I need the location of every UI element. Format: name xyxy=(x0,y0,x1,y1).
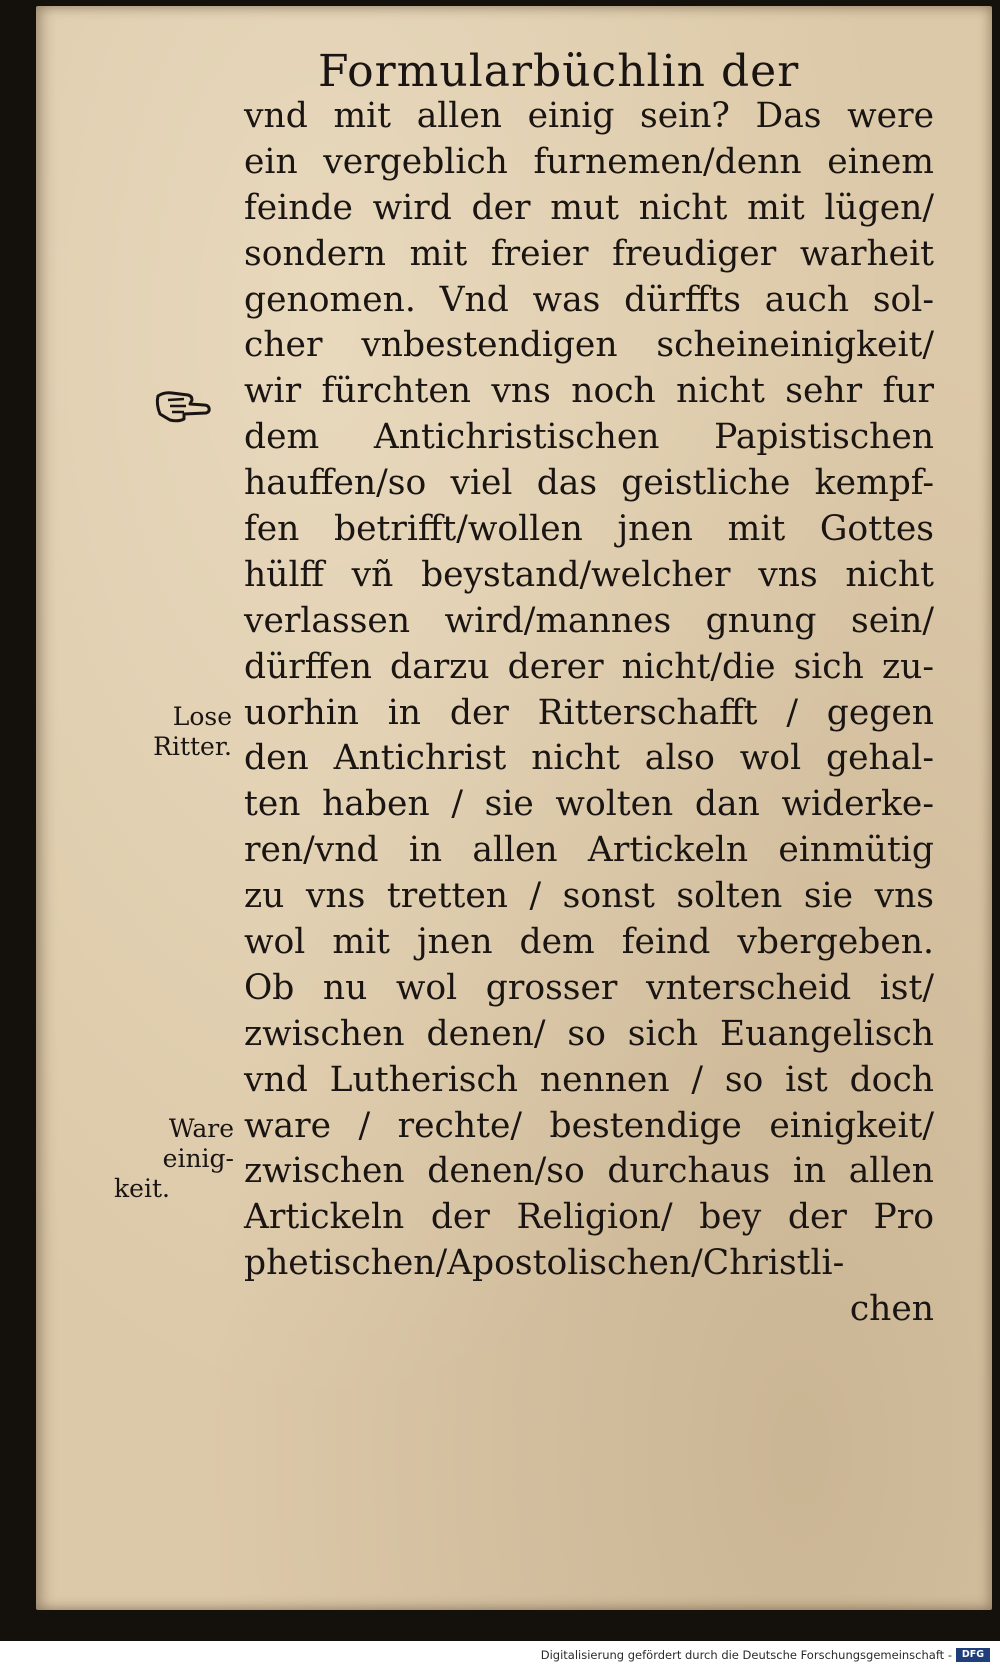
dfg-logo[interactable]: DFG xyxy=(956,1648,990,1662)
text-line: feinde wird der mut nicht mit lügen/ xyxy=(244,187,934,228)
text-line: zwischen denen/ so sich Euangelisch xyxy=(244,1013,934,1054)
text-line: cher vnbestendigen scheineinigkeit/ xyxy=(244,325,934,366)
text-line: zu vns tretten / sonst solten sie vns xyxy=(244,876,934,917)
running-title: Formularbüchlin der xyxy=(318,46,800,97)
text-line: ren/vnd in allen Artickeln einmütig xyxy=(244,830,934,871)
text-line: ware / rechte/ bestendige einigkeit/ xyxy=(244,1105,934,1146)
text-line: hülff vñ beystand/welcher vns nicht xyxy=(244,554,934,595)
text-line: verlassen wird/mannes gnung sein/ xyxy=(244,600,934,641)
text-line: wol mit jnen dem feind vbergeben. xyxy=(244,922,934,963)
text-line: dürffen darzu derer nicht/die sich zu- xyxy=(244,646,934,687)
margin-note-line: Ware xyxy=(168,1114,234,1143)
text-line: Ob nu wol grosser vnterscheid ist/ xyxy=(244,967,934,1008)
text-line: vnd Lutherisch nennen / so ist doch xyxy=(244,1059,934,1100)
text-line: uorhin in der Ritterschafft / gegen xyxy=(244,692,934,733)
margin-note-line: Lose xyxy=(172,702,232,731)
text-line: hauffen/so viel das geistliche kempf- xyxy=(244,463,934,504)
margin-note-line: Ritter. xyxy=(153,732,232,761)
text-line: ten haben / sie wolten dan widerke- xyxy=(244,784,934,825)
manicule-pointing-hand-icon xyxy=(154,386,212,426)
text-line: phetischen/Apostolischen/Christli- xyxy=(244,1243,845,1284)
margin-note-line: keit. xyxy=(114,1174,170,1203)
footer-bar xyxy=(0,1641,1000,1669)
text-line: fen betrifft/wollen jnen mit Gottes xyxy=(244,509,934,550)
text-line: vnd mit allen einig sein? Das were xyxy=(244,96,934,136)
footer-credit: Digitalisierung gefördert durch die Deutsche Forschungsgemeinschaft - xyxy=(540,1648,952,1662)
text-line: den Antichrist nicht also wol gehal- xyxy=(244,738,934,779)
text-line: ein vergeblich furnemen/denn einem xyxy=(244,141,934,182)
text-line: Artickeln der Religion/ bey der Pro xyxy=(244,1197,934,1238)
text-line: zwischen denen/so durchaus in allen xyxy=(244,1151,934,1192)
margin-note-line: einig- xyxy=(162,1144,234,1173)
text-line: wir fürchten vns noch nicht sehr fur xyxy=(244,371,934,412)
text-line: sondern mit freier freudiger warheit xyxy=(244,233,934,274)
catchword: chen xyxy=(849,1289,934,1330)
margin-note-lose-ritter xyxy=(120,702,232,762)
margin-note-ware-einigkeit xyxy=(104,1114,234,1204)
body-text xyxy=(244,94,934,1333)
text-line: dem Antichristischen Papistischen xyxy=(244,417,934,458)
text-line: genomen. Vnd was dürffts auch sol- xyxy=(244,279,934,320)
